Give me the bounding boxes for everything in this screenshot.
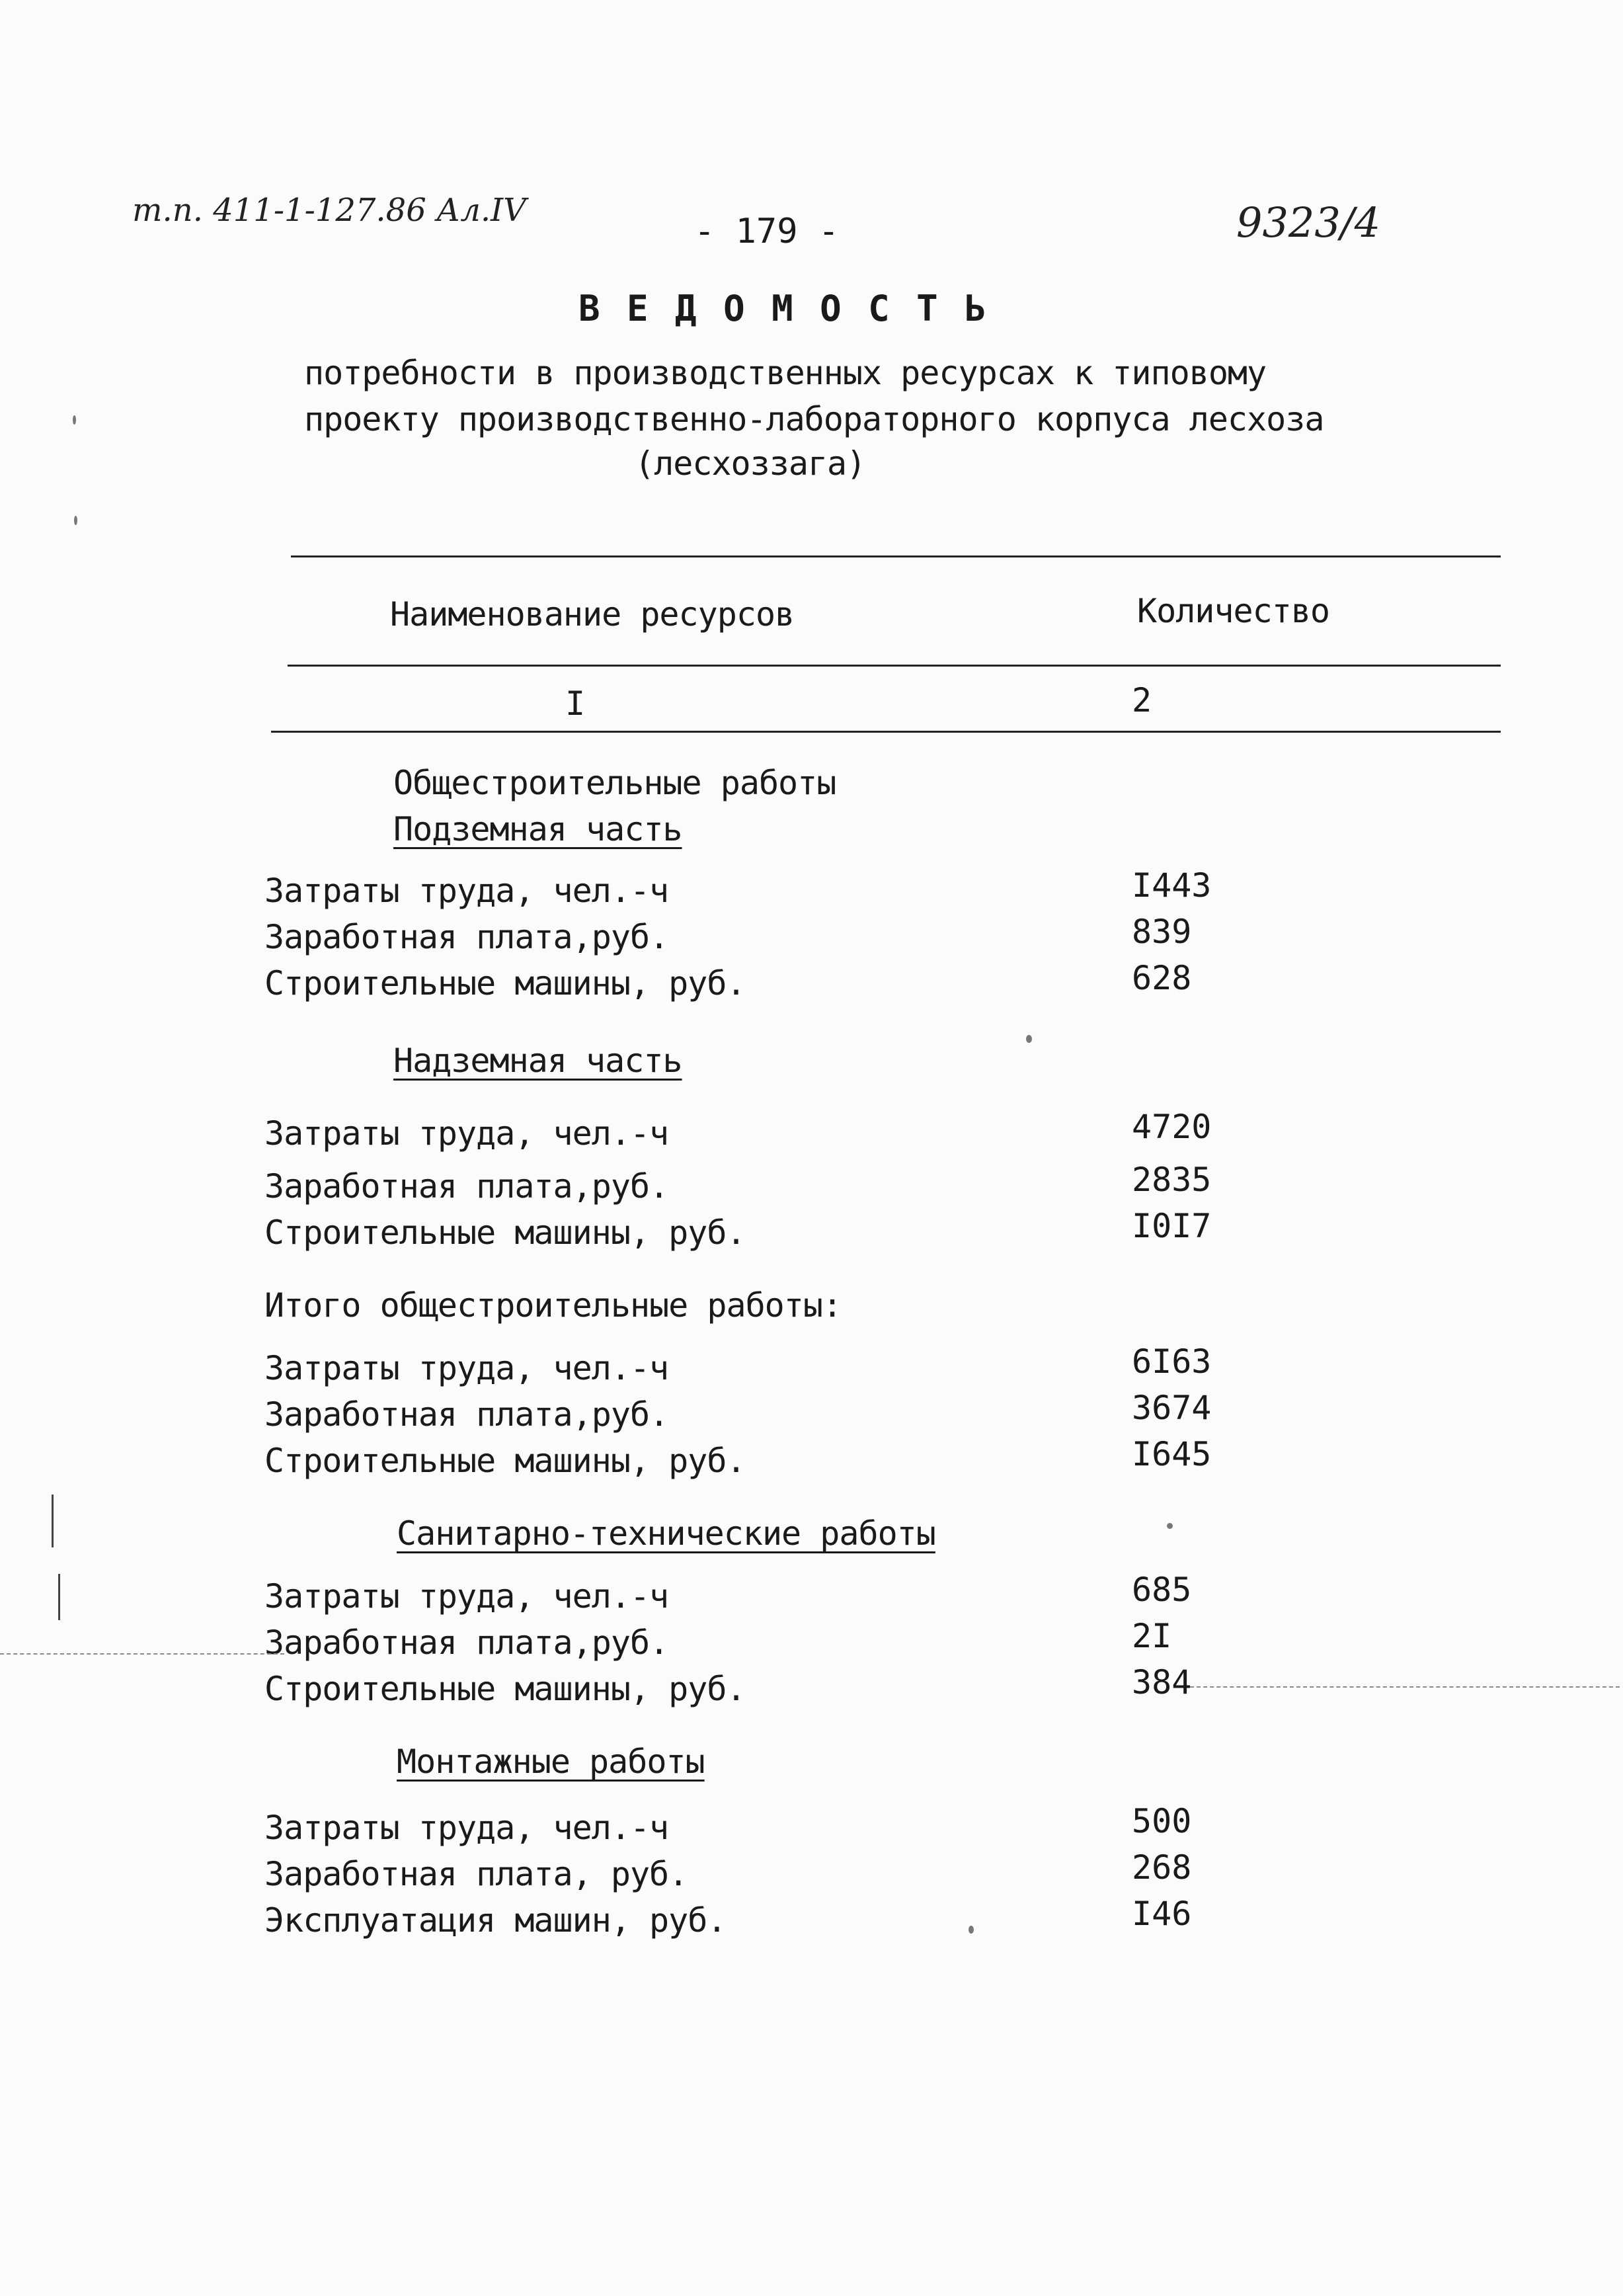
- row-label: Затраты труда, чел.-ч: [264, 872, 669, 910]
- row-value: I46: [1132, 1895, 1192, 1933]
- margin-mark: [58, 1574, 60, 1620]
- scan-speck: [73, 415, 76, 425]
- row-label: Заработная плата,руб.: [264, 1395, 669, 1434]
- row-label: Строительные машины, руб.: [264, 964, 746, 1003]
- row-value: 384: [1132, 1663, 1192, 1702]
- scan-speck: [969, 1926, 974, 1934]
- row-label: Заработная плата,руб.: [264, 1167, 669, 1206]
- column-header-quantity: Количество: [1137, 592, 1330, 630]
- archive-number: 9323/4: [1236, 198, 1381, 247]
- row-value: 268: [1132, 1848, 1192, 1887]
- section-title-sanitary: Санитарно-технические работы: [397, 1514, 935, 1553]
- page-number: - 179 -: [694, 212, 840, 251]
- row-value: I0I7: [1132, 1207, 1212, 1245]
- document-reference: т.п. 411-1-127.86 Ал.IV: [132, 192, 526, 229]
- row-label: Затраты труда, чел.-ч: [264, 1114, 669, 1153]
- row-label: Затраты труда, чел.-ч: [264, 1349, 669, 1387]
- subsection-title-aboveground: Надземная часть: [393, 1042, 682, 1080]
- table-body-rule: [271, 731, 1501, 733]
- table-header-rule: [288, 665, 1501, 667]
- subtitle-line-2: проекту производственно-лабораторного корпуса лесхоза: [304, 400, 1324, 438]
- margin-mark: [52, 1495, 54, 1547]
- row-label: Строительные машины, руб.: [264, 1442, 746, 1480]
- row-label: Затраты труда, чел.-ч: [264, 1809, 669, 1847]
- subtitle-line-3: (лесхоззага): [635, 444, 866, 483]
- scan-speck: [1167, 1523, 1173, 1529]
- scan-fold-line-left: [0, 1653, 284, 1655]
- scan-fold-line-right: [1190, 1686, 1620, 1688]
- row-label: Строительные машины, руб.: [264, 1213, 746, 1252]
- row-value: 628: [1132, 959, 1192, 997]
- row-label: Затраты труда, чел.-ч: [264, 1577, 669, 1616]
- column-header-name: Наименование ресурсов: [390, 595, 795, 634]
- column-number-1: I: [565, 684, 586, 723]
- section-title-general: Общестроительные работы: [393, 764, 836, 802]
- row-value: 6I63: [1132, 1342, 1212, 1381]
- row-value: 500: [1132, 1802, 1192, 1840]
- table-top-rule: [291, 555, 1501, 557]
- column-number-2: 2: [1132, 681, 1152, 719]
- row-label: Заработная плата,руб.: [264, 1623, 669, 1662]
- row-label: Заработная плата, руб.: [264, 1855, 688, 1893]
- row-value: 839: [1132, 913, 1192, 951]
- scan-speck: [1026, 1035, 1032, 1043]
- row-label: Заработная плата,руб.: [264, 918, 669, 956]
- row-value: I443: [1132, 866, 1212, 905]
- row-value: I645: [1132, 1435, 1212, 1473]
- row-value: 3674: [1132, 1389, 1212, 1427]
- row-label: Строительные машины, руб.: [264, 1670, 746, 1708]
- row-value: 685: [1132, 1571, 1192, 1609]
- row-label: Эксплуатация машин, руб.: [264, 1901, 727, 1940]
- total-title: Итого общестроительные работы:: [264, 1286, 842, 1325]
- section-title-assembly: Монтажные работы: [397, 1742, 705, 1781]
- row-value: 2835: [1132, 1161, 1212, 1199]
- row-value: 4720: [1132, 1108, 1212, 1146]
- document-title: В Е Д О М О С Т Ь: [578, 288, 989, 329]
- row-value: 2I: [1132, 1617, 1172, 1655]
- scan-speck: [74, 516, 77, 525]
- subtitle-line-1: потребности в производственных ресурсах к типовому: [304, 354, 1267, 392]
- subsection-title-underground: Подземная часть: [393, 810, 682, 848]
